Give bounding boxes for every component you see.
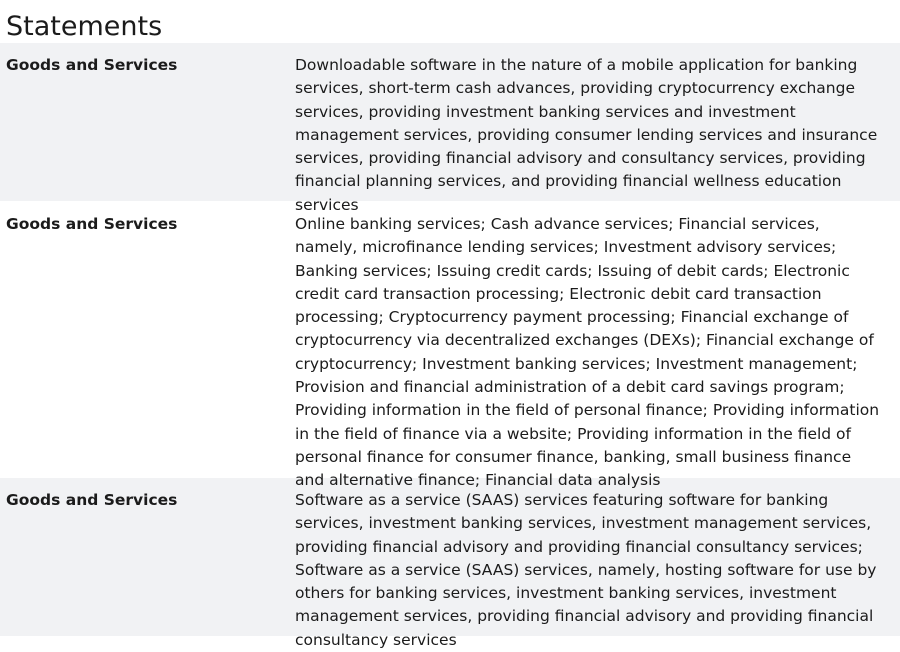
- statement-label: Goods and Services: [6, 215, 178, 233]
- statement-row: [0, 478, 900, 649]
- statement-row: [0, 43, 900, 214]
- statement-text: Downloadable software in the nature of a mobile application for banking services, short-term cash advances, providing cryptocurrency exchange services, providing investment banking services and investment management services, providing consumer lending services and insurance services, providing financial advisory and consultancy services, providing financial planning services, and providing financial wellness education services: [295, 56, 878, 214]
- statements-list: [0, 43, 900, 649]
- statement-label: Goods and Services: [6, 491, 178, 509]
- statement-label: Goods and Services: [6, 56, 178, 74]
- statement-row: [0, 201, 900, 490]
- statement-text: Online banking services; Cash advance services; Financial services, namely, microfinance lending services; Investment advisory services; Banking services; Issuing credit cards; Issuing of debit cards; Electronic credit card transaction processing; Electronic debit card transaction processing; Cryptocurrency payment processing; Financial exchange of cryptocurrency via decentralized exchanges (DEXs); Financial exchange of cryptocurrency; Investment banking services; Investment management; Provision and financial administration of a debit card savings program; Providing information in the field of personal finance; Providing information in the field of finance via a website; Providing information in the field of personal finance for consumer finance, banking, small business finance and alternative finance; Financial data analysis: [295, 215, 880, 490]
- statement-text: Software as a service (SAAS) services featuring software for banking services, investment banking services, investment management services, providing financial advisory and providing financial consultancy services; Software as a service (SAAS) services, namely, hosting software for use by others for banking services, investment banking services, investment management services, providing financial advisory and providing financial consultancy services: [295, 491, 877, 649]
- section-title: Statements: [6, 11, 163, 42]
